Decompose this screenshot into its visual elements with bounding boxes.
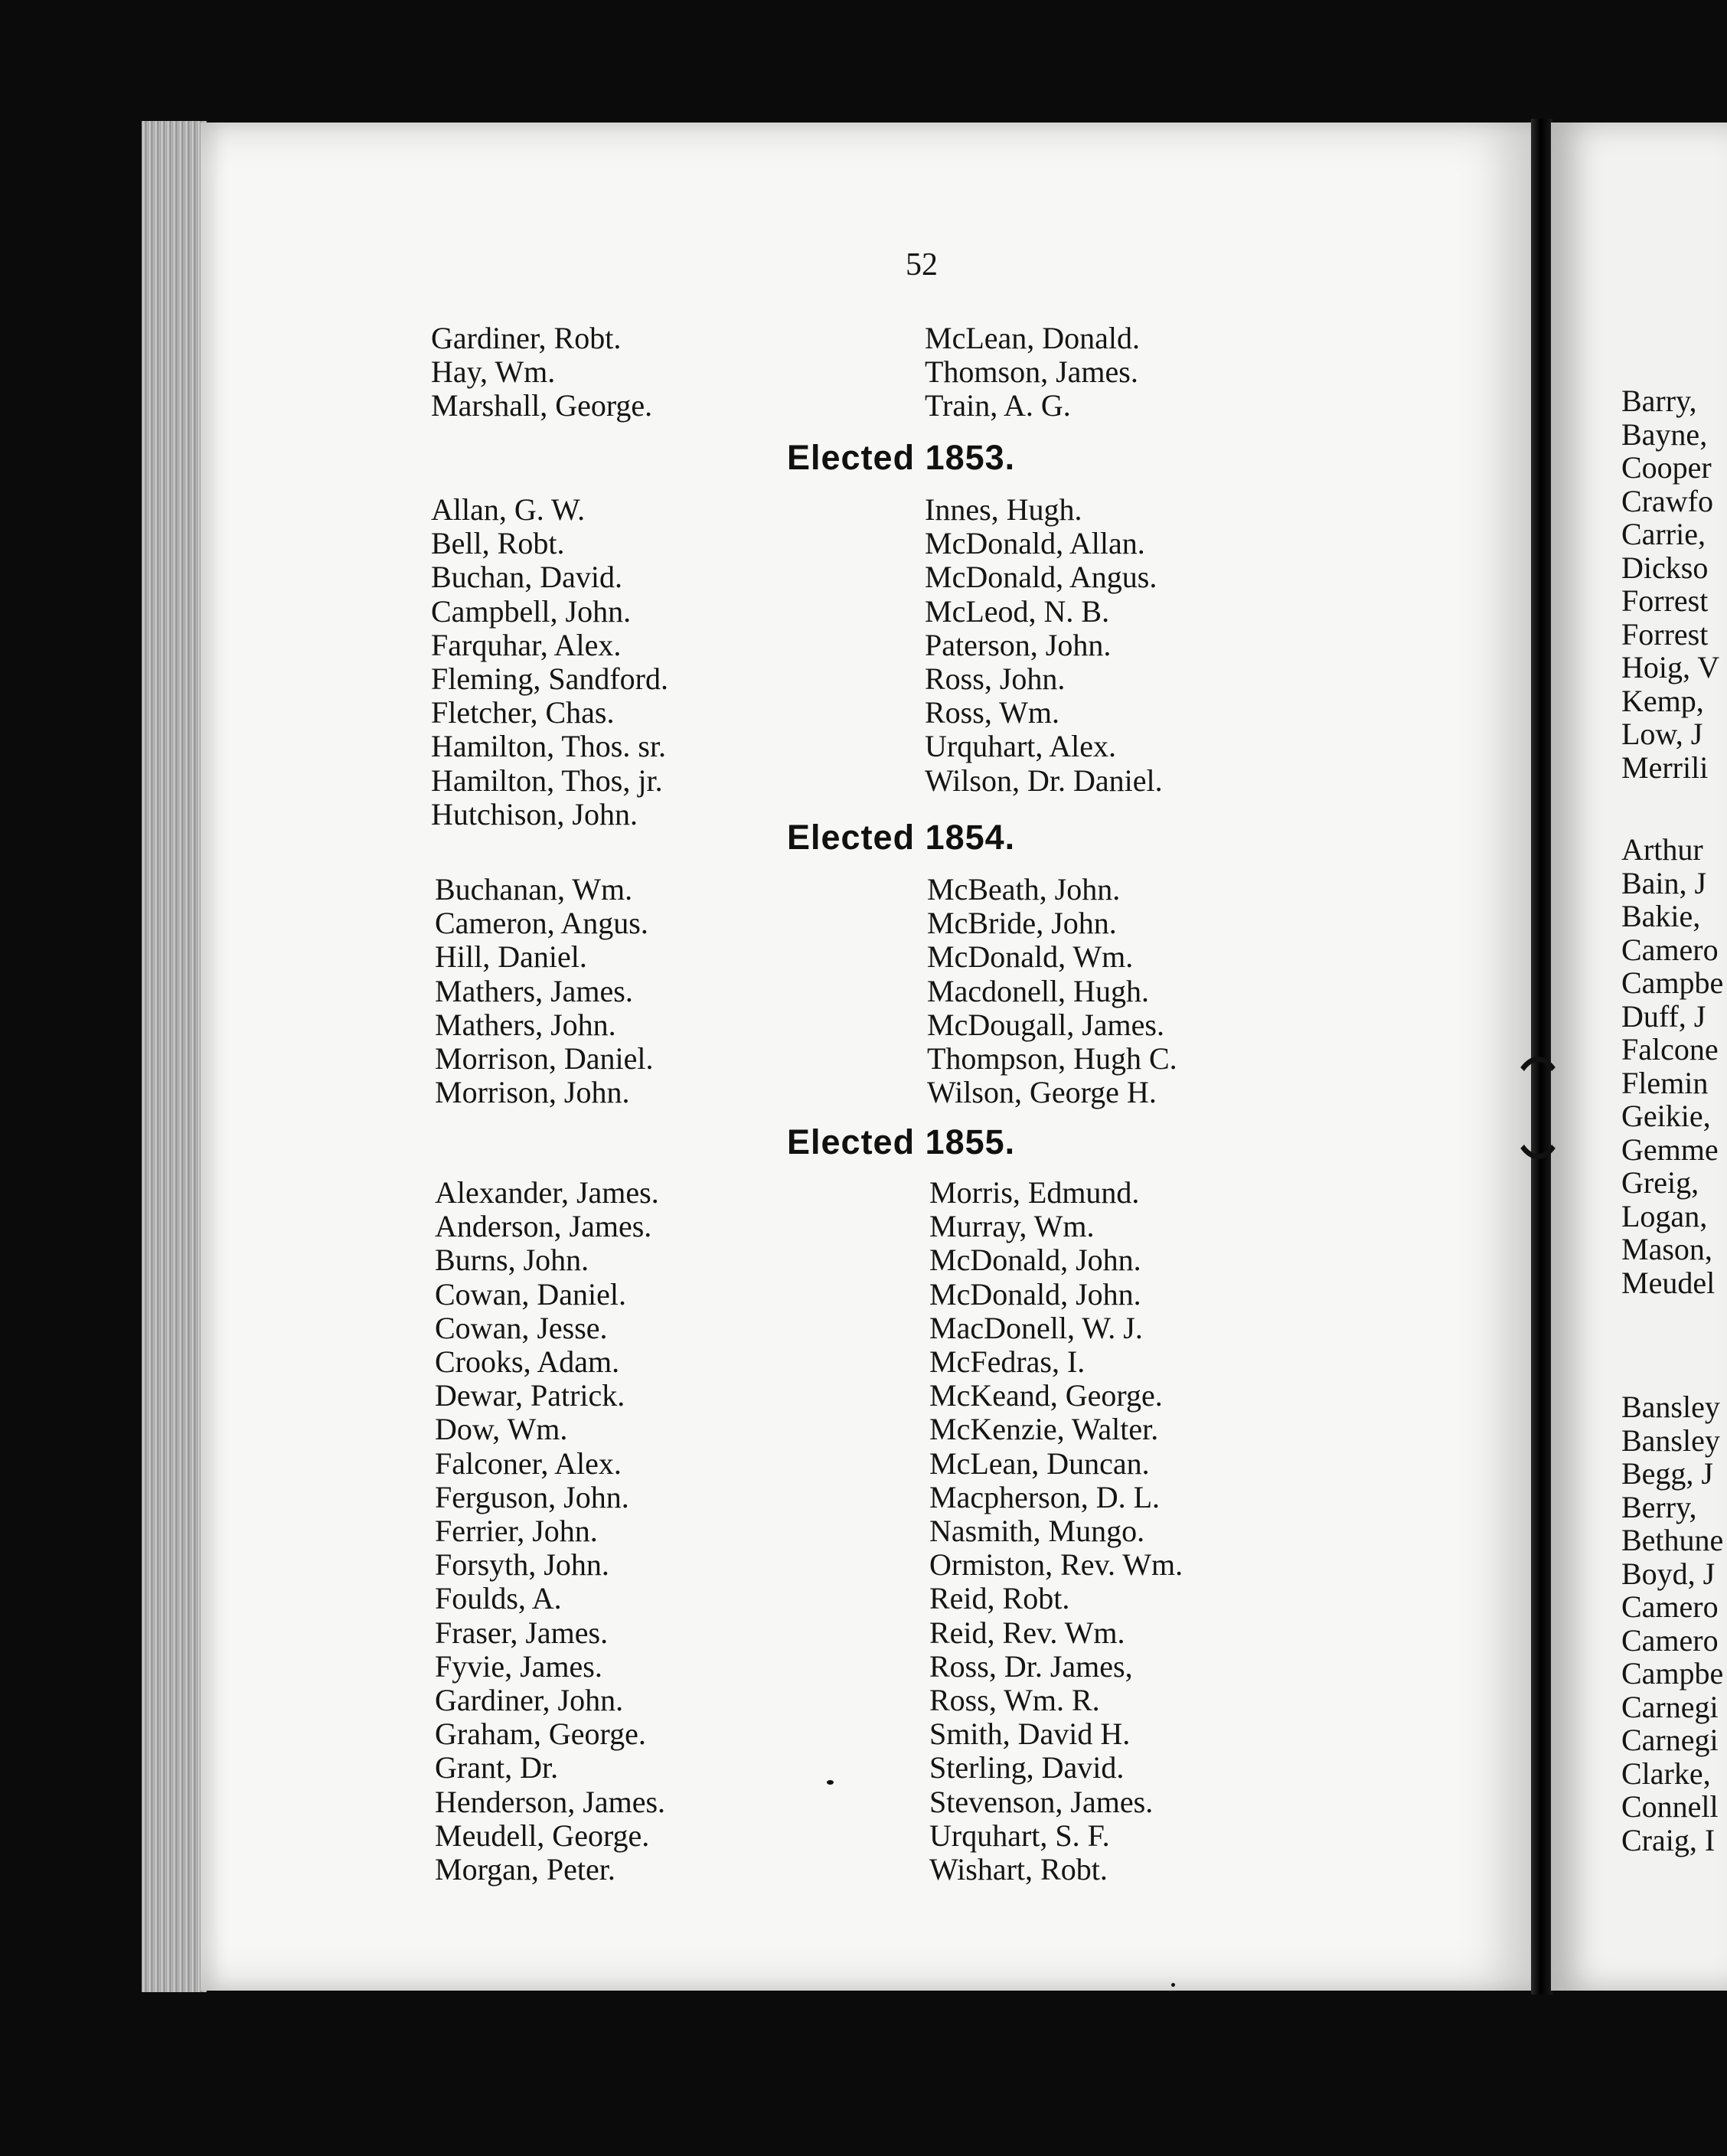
list-item: Ormiston, Rev. Wm. xyxy=(929,1547,1183,1583)
left-page xyxy=(201,122,1536,1991)
list-item: Bell, Robt. xyxy=(431,526,565,561)
list-item: Fletcher, Chas. xyxy=(431,695,615,730)
section-1853-right-list xyxy=(925,493,1163,798)
list-item: Carnegi xyxy=(1621,1723,1719,1757)
list-item: Bansley xyxy=(1621,1390,1720,1424)
ink-speck xyxy=(1171,1983,1175,1987)
list-item: Kemp, xyxy=(1621,683,1704,718)
list-item: Craig, I xyxy=(1621,1822,1716,1857)
list-item: Ross, Wm. R. xyxy=(929,1683,1100,1718)
list-item: Mathers, James. xyxy=(435,973,633,1008)
right-page-list-3 xyxy=(1621,1390,1723,1857)
list-item: Ferguson, John. xyxy=(435,1479,629,1514)
list-item: McBride, John. xyxy=(927,906,1117,941)
list-item: Allan, G. W. xyxy=(431,492,586,527)
list-item: McLean, Donald. xyxy=(925,321,1141,355)
list-item: Dow, Wm. xyxy=(435,1412,568,1447)
list-item: Hutchison, John. xyxy=(431,796,638,831)
list-item: Bain, J xyxy=(1621,865,1707,900)
list-item: Thomson, James. xyxy=(925,354,1138,390)
list-item: Grant, Dr. xyxy=(435,1750,559,1785)
list-item: Morrison, John. xyxy=(435,1075,630,1110)
list-item: Stevenson, James. xyxy=(929,1784,1154,1819)
list-item: Urquhart, Alex. xyxy=(925,729,1116,764)
list-item: Meudel xyxy=(1621,1265,1716,1300)
list-item: Marshall, George. xyxy=(431,388,653,423)
list-item: Campbe xyxy=(1621,965,1724,1000)
list-item: Murray, Wm. xyxy=(929,1209,1095,1244)
section-1854-left-list xyxy=(435,873,654,1109)
binding-clip xyxy=(1510,1057,1566,1159)
list-item: Gardiner, John. xyxy=(435,1683,624,1718)
list-item: Arthur xyxy=(1621,832,1703,867)
list-item: Barry, xyxy=(1621,384,1697,418)
list-item: Reid, Robt. xyxy=(929,1581,1070,1616)
list-item: Smith, David H. xyxy=(929,1717,1131,1752)
list-item: McDonald, Allan. xyxy=(925,526,1145,561)
list-item: Foulds, A. xyxy=(435,1581,562,1616)
list-item: Nasmith, Mungo. xyxy=(929,1514,1145,1549)
section-heading-1853: Elected 1853. xyxy=(787,438,1016,477)
list-item: Macpherson, D. L. xyxy=(929,1479,1161,1514)
list-item: Cowan, Jesse. xyxy=(435,1310,608,1345)
section-1855-left-list xyxy=(435,1176,665,1886)
right-page-list-1 xyxy=(1621,384,1719,784)
list-item: Carnegi xyxy=(1621,1689,1719,1724)
list-item: Henderson, James. xyxy=(435,1784,666,1819)
list-item: McDougall, James. xyxy=(927,1007,1164,1042)
top-right-list xyxy=(925,322,1140,423)
list-item: Thompson, Hugh C. xyxy=(927,1041,1177,1076)
list-item: Begg, J xyxy=(1621,1456,1713,1491)
list-item: McKeand, George. xyxy=(929,1378,1163,1413)
list-item: Duff, J xyxy=(1621,998,1706,1034)
list-item: Meudell, George. xyxy=(435,1818,650,1853)
list-item: Camero xyxy=(1621,1589,1719,1624)
list-item: Hill, Daniel. xyxy=(435,939,587,975)
list-item: Hamilton, Thos. sr. xyxy=(431,729,667,764)
list-item: Logan, xyxy=(1621,1198,1708,1233)
section-1855-right-list xyxy=(929,1176,1183,1886)
list-item: Fleming, Sandford. xyxy=(431,662,668,697)
ink-speck xyxy=(827,1780,834,1785)
list-item: Ross, Dr. James, xyxy=(929,1648,1133,1684)
list-item: Train, A. G. xyxy=(925,388,1071,423)
list-item: McKenzie, Walter. xyxy=(929,1412,1159,1447)
list-item: Campbell, John. xyxy=(431,593,632,629)
list-item: Cameron, Angus. xyxy=(435,906,648,941)
list-item: Graham, George. xyxy=(435,1717,646,1752)
list-item: Burns, John. xyxy=(435,1243,589,1278)
list-item: Merrili xyxy=(1621,750,1709,785)
list-item: McLeod, N. B. xyxy=(925,593,1110,629)
list-item: McLean, Duncan. xyxy=(929,1446,1150,1481)
list-item: Fyvie, James. xyxy=(435,1648,602,1684)
list-item: Falcone xyxy=(1621,1032,1719,1067)
list-item: Fraser, James. xyxy=(435,1615,609,1650)
list-item: McBeath, John. xyxy=(927,872,1121,906)
list-item: Paterson, John. xyxy=(925,627,1112,662)
list-item: Gemme xyxy=(1621,1132,1719,1167)
list-item: Crawfo xyxy=(1621,483,1713,518)
list-item: Camero xyxy=(1621,1622,1719,1658)
page-number: 52 xyxy=(906,247,938,283)
list-item: Morris, Edmund. xyxy=(929,1175,1140,1210)
section-1853-left-list xyxy=(431,493,668,831)
list-item: Forrest xyxy=(1621,583,1709,618)
list-item: MacDonell, W. J. xyxy=(929,1310,1143,1345)
list-item: Forsyth, John. xyxy=(435,1547,609,1583)
list-item: Cowan, Daniel. xyxy=(435,1276,626,1312)
list-item: Urquhart, S. F. xyxy=(929,1818,1110,1853)
list-item: Farquhar, Alex. xyxy=(431,627,622,662)
list-item: Ross, John. xyxy=(925,662,1066,697)
section-heading-1855: Elected 1855. xyxy=(787,1122,1016,1161)
list-item: Berry, xyxy=(1621,1489,1697,1524)
list-item: Bethune xyxy=(1621,1523,1724,1557)
list-item: Sterling, David. xyxy=(929,1750,1125,1785)
list-item: Wilson, George H. xyxy=(927,1075,1157,1110)
list-item: Crooks, Adam. xyxy=(435,1344,620,1380)
list-item: Dewar, Patrick. xyxy=(435,1378,625,1413)
right-page-list-2 xyxy=(1621,833,1723,1299)
list-item: Greig, xyxy=(1621,1165,1699,1200)
list-item: McDonald, John. xyxy=(929,1243,1141,1278)
list-item: Hay, Wm. xyxy=(431,354,556,390)
list-item: Carrie, xyxy=(1621,517,1706,551)
list-item: Boyd, J xyxy=(1621,1556,1716,1591)
list-item: Hamilton, Thos, jr. xyxy=(431,763,663,798)
list-item: Mathers, John. xyxy=(435,1007,616,1042)
list-item: Dickso xyxy=(1621,550,1709,585)
list-item: Low, J xyxy=(1621,717,1703,751)
list-item: Wishart, Robt. xyxy=(929,1852,1108,1887)
list-item: Clarke, xyxy=(1621,1756,1711,1791)
list-item: Bansley xyxy=(1621,1423,1720,1458)
list-item: Morgan, Peter. xyxy=(435,1852,615,1887)
list-item: Camero xyxy=(1621,932,1719,967)
list-item: Morrison, Daniel. xyxy=(435,1041,654,1076)
list-item: Mason, xyxy=(1621,1232,1712,1266)
list-item: Buchanan, Wm. xyxy=(435,872,633,906)
list-item: McDonald, Wm. xyxy=(927,939,1134,975)
list-item: Bakie, xyxy=(1621,899,1701,933)
list-item: Bayne, xyxy=(1621,416,1708,452)
list-item: McFedras, I. xyxy=(929,1344,1085,1380)
list-item: Wilson, Dr. Daniel. xyxy=(925,763,1163,798)
list-item: Gardiner, Robt. xyxy=(431,321,622,355)
list-item: Geikie, xyxy=(1621,1099,1711,1133)
top-left-list xyxy=(431,322,652,423)
list-item: Forrest xyxy=(1621,616,1709,652)
list-item: Falconer, Alex. xyxy=(435,1446,622,1481)
list-item: Alexander, James. xyxy=(435,1175,659,1210)
section-1854-right-list xyxy=(927,873,1177,1109)
list-item: Anderson, James. xyxy=(435,1209,652,1244)
list-item: Innes, Hugh. xyxy=(925,492,1082,527)
list-item: McDonald, John. xyxy=(929,1276,1141,1312)
list-item: Flemin xyxy=(1621,1065,1709,1100)
list-item: Buchan, David. xyxy=(431,560,622,595)
list-item: Macdonell, Hugh. xyxy=(927,973,1149,1008)
list-item: Connell xyxy=(1621,1789,1719,1824)
list-item: Ross, Wm. xyxy=(925,695,1059,730)
section-heading-1854: Elected 1854. xyxy=(787,818,1016,857)
list-item: Ferrier, John. xyxy=(435,1514,598,1549)
list-item: Hoig, V xyxy=(1621,650,1720,684)
list-item: McDonald, Angus. xyxy=(925,560,1157,595)
list-item: Campbe xyxy=(1621,1656,1724,1690)
book-page-edges xyxy=(142,121,207,1992)
list-item: Reid, Rev. Wm. xyxy=(929,1615,1125,1650)
list-item: Cooper xyxy=(1621,450,1712,485)
